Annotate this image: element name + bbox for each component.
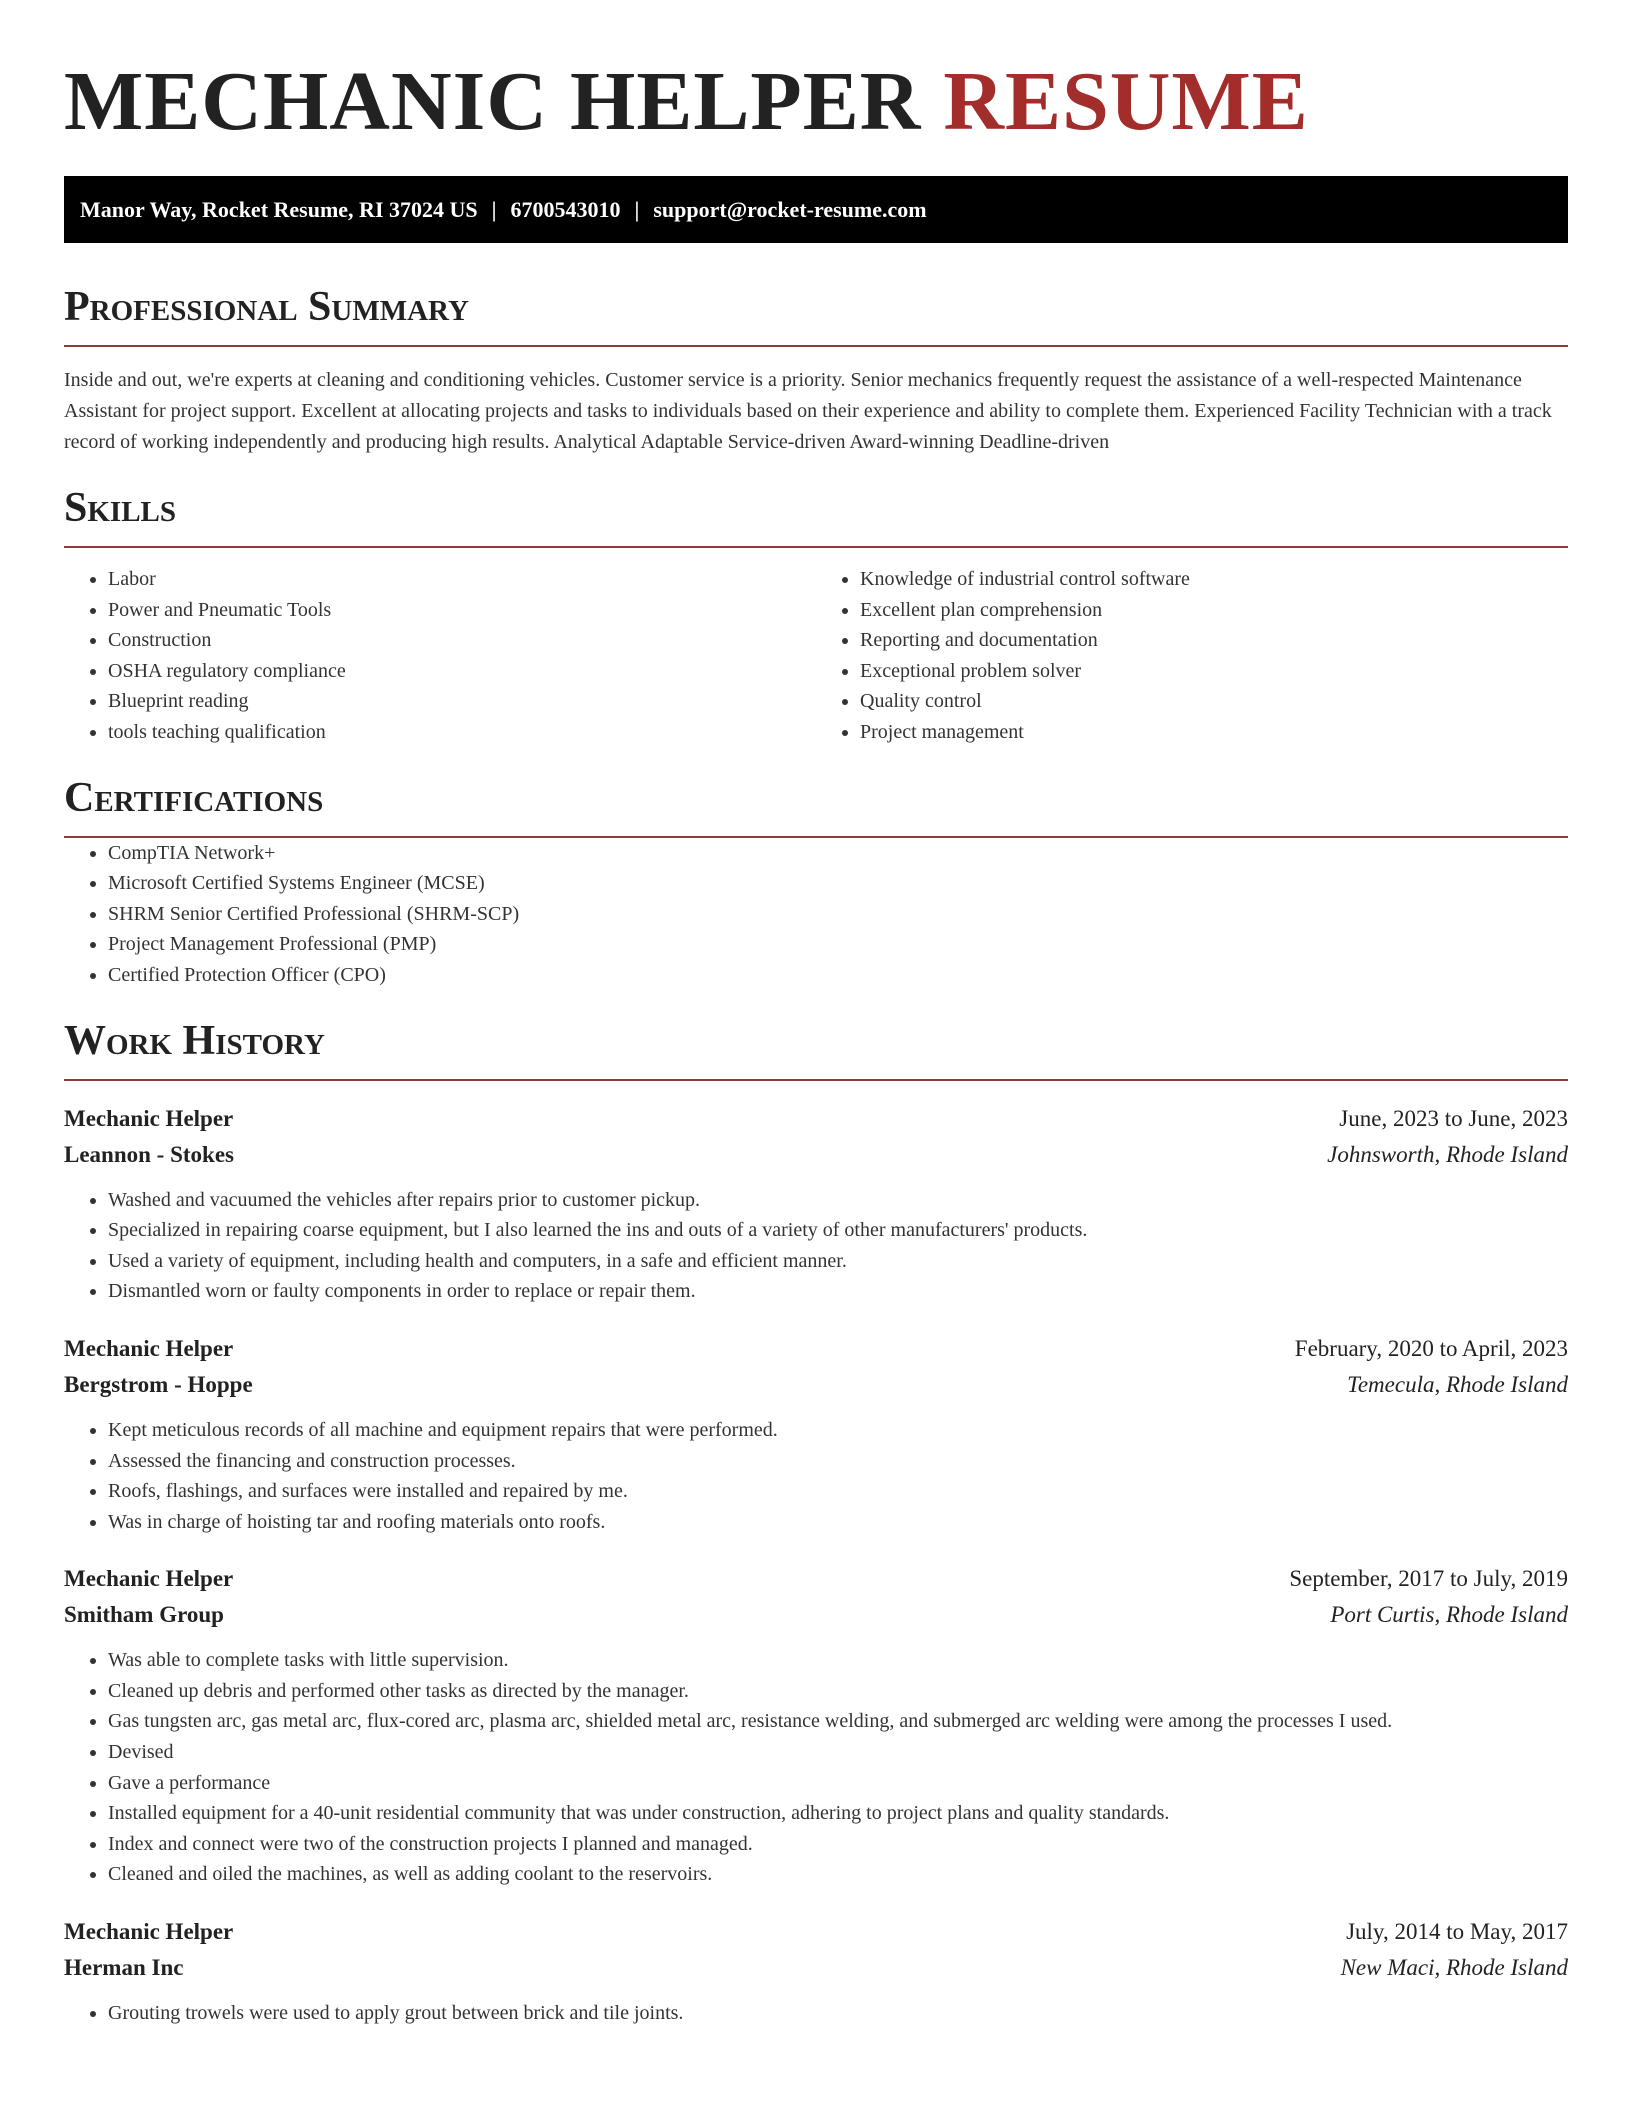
job-bullet: • Devised bbox=[108, 1737, 1568, 1768]
job-company-row bbox=[64, 1367, 1568, 1403]
job-bullet: • Dismantled worn or faulty components in order to replace or repair them. bbox=[108, 1276, 1568, 1307]
job-title: Mechanic Helper bbox=[64, 1566, 234, 1592]
certifications-section bbox=[64, 774, 1568, 991]
skills-grid bbox=[64, 564, 1568, 748]
job-company: Herman Inc bbox=[64, 1955, 184, 1981]
section-title-certifications: Certifications bbox=[64, 774, 1568, 838]
job-bullets bbox=[64, 1645, 1568, 1890]
job-company-row bbox=[64, 1137, 1568, 1173]
job-location: Port Curtis, Rhode Island bbox=[1330, 1602, 1568, 1628]
resume-title bbox=[64, 0, 1568, 162]
job-company-row bbox=[64, 1950, 1568, 1986]
job-header-row bbox=[64, 1101, 1568, 1137]
certifications-list bbox=[64, 838, 1568, 991]
job-bullet: • Cleaned and oiled the machines, as well as adding coolant to the reservoirs. bbox=[108, 1859, 1568, 1890]
skill-item: • Construction bbox=[108, 625, 816, 656]
job-location: Temecula, Rhode Island bbox=[1347, 1371, 1568, 1397]
work-history-section bbox=[64, 1017, 1568, 2029]
skills-list-left bbox=[64, 564, 816, 748]
job-bullet: • Installed equipment for a 40-unit residential community that was under construction, adhering to project plans and quality standards. bbox=[108, 1798, 1568, 1829]
skill-item: • Labor bbox=[108, 564, 816, 595]
job-bullets bbox=[64, 1185, 1568, 1307]
job-dates: February, 2020 to April, 2023 bbox=[1294, 1335, 1568, 1361]
job-entry bbox=[64, 1914, 1568, 2029]
job-bullet: • Was in charge of hoisting tar and roofing materials onto roofs. bbox=[108, 1507, 1568, 1538]
summary-text: Inside and out, we're experts at cleaning and conditioning vehicles. Customer service is a priority. Senior mechanics frequently request the assistance of a well-respected Maintenance Assistant for project support. Excellent at allocating projects and tasks to individuals based on their experience and ability to complete them. Experienced Facility Technician with a track record of working independently and producing high results. Analytical Adaptable Service-driven Award-winning Deadline-driven bbox=[64, 369, 1552, 453]
job-header-row bbox=[64, 1914, 1568, 1950]
job-bullets bbox=[64, 1415, 1568, 1537]
job-bullet: • Cleaned up debris and performed other tasks as directed by the manager. bbox=[108, 1676, 1568, 1707]
resume-title-main: MECHANIC HELPER bbox=[64, 55, 922, 148]
job-title: Mechanic Helper bbox=[64, 1919, 234, 1945]
contact-address: Manor Way, Rocket Resume, RI 37024 US bbox=[80, 197, 478, 222]
job-company-row bbox=[64, 1597, 1568, 1633]
job-dates: September, 2017 to July, 2019 bbox=[1289, 1566, 1568, 1592]
skill-item: • Knowledge of industrial control software bbox=[860, 564, 1568, 595]
job-company: Bergstrom - Hoppe bbox=[64, 1371, 253, 1397]
certification-item: • Project Management Professional (PMP) bbox=[108, 929, 1568, 960]
skill-item: • Quality control bbox=[860, 686, 1568, 717]
skill-item: • Project management bbox=[860, 717, 1568, 748]
skill-item: • Reporting and documentation bbox=[860, 625, 1568, 656]
skill-item: • Blueprint reading bbox=[108, 686, 816, 717]
job-bullet: • Assessed the financing and construction processes. bbox=[108, 1446, 1568, 1477]
skill-item: • tools teaching qualification bbox=[108, 717, 816, 748]
contact-separator: | bbox=[634, 197, 640, 222]
contact-separator: | bbox=[491, 197, 497, 222]
skills-section bbox=[64, 484, 1568, 748]
certification-item: • Certified Protection Officer (CPO) bbox=[108, 960, 1568, 991]
skill-item: • Exceptional problem solver bbox=[860, 656, 1568, 687]
skill-item: • OSHA regulatory compliance bbox=[108, 656, 816, 687]
job-bullet: • Gas tungsten arc, gas metal arc, flux-cored arc, plasma arc, shielded metal arc, resistance welding, and submerged arc welding were among the processes I used. bbox=[108, 1706, 1568, 1737]
contact-email: support@rocket-resume.com bbox=[653, 197, 927, 222]
job-location: Johnsworth, Rhode Island bbox=[1327, 1141, 1568, 1167]
certification-item: • CompTIA Network+ bbox=[108, 838, 1568, 869]
job-company: Smitham Group bbox=[64, 1602, 224, 1628]
section-title-summary: Professional Summary bbox=[64, 283, 1568, 347]
job-location: New Maci, Rhode Island bbox=[1340, 1955, 1568, 1981]
job-bullet: • Grouting trowels were used to apply grout between brick and tile joints. bbox=[108, 1998, 1568, 2029]
skill-item: • Excellent plan comprehension bbox=[860, 595, 1568, 626]
job-bullets bbox=[64, 1998, 1568, 2029]
contact-phone: 6700543010 bbox=[510, 197, 621, 222]
job-title: Mechanic Helper bbox=[64, 1335, 234, 1361]
job-bullet: • Used a variety of equipment, including health and computers, in a safe and efficient manner. bbox=[108, 1246, 1568, 1277]
contact-bar bbox=[64, 176, 1568, 243]
job-entry bbox=[64, 1101, 1568, 1307]
skills-list-right bbox=[816, 564, 1568, 748]
skill-item: • Power and Pneumatic Tools bbox=[108, 595, 816, 626]
job-company: Leannon - Stokes bbox=[64, 1141, 234, 1167]
job-bullet: • Specialized in repairing coarse equipment, but I also learned the ins and outs of a variety of other manufacturers' products. bbox=[108, 1215, 1568, 1246]
summary-section bbox=[64, 283, 1568, 458]
job-dates: July, 2014 to May, 2017 bbox=[1346, 1919, 1568, 1945]
resume-title-accent: RESUME bbox=[943, 55, 1309, 148]
job-bullet: • Kept meticulous records of all machine and equipment repairs that were performed. bbox=[108, 1415, 1568, 1446]
job-bullet: • Was able to complete tasks with little supervision. bbox=[108, 1645, 1568, 1676]
certification-item: • SHRM Senior Certified Professional (SHRM-SCP) bbox=[108, 899, 1568, 930]
job-entry bbox=[64, 1561, 1568, 1890]
job-bullet: • Index and connect were two of the construction projects I planned and managed. bbox=[108, 1829, 1568, 1860]
job-header-row bbox=[64, 1331, 1568, 1367]
job-bullet: • Gave a performance bbox=[108, 1768, 1568, 1799]
section-title-skills: Skills bbox=[64, 484, 1568, 548]
job-bullet: • Washed and vacuumed the vehicles after repairs prior to customer pickup. bbox=[108, 1185, 1568, 1216]
job-bullet: • Roofs, flashings, and surfaces were installed and repaired by me. bbox=[108, 1476, 1568, 1507]
section-title-work-history: Work History bbox=[64, 1017, 1568, 1081]
job-entry bbox=[64, 1331, 1568, 1537]
certification-item: • Microsoft Certified Systems Engineer (MCSE) bbox=[108, 868, 1568, 899]
job-header-row bbox=[64, 1561, 1568, 1597]
job-title: Mechanic Helper bbox=[64, 1105, 234, 1131]
job-dates: June, 2023 to June, 2023 bbox=[1339, 1105, 1568, 1131]
